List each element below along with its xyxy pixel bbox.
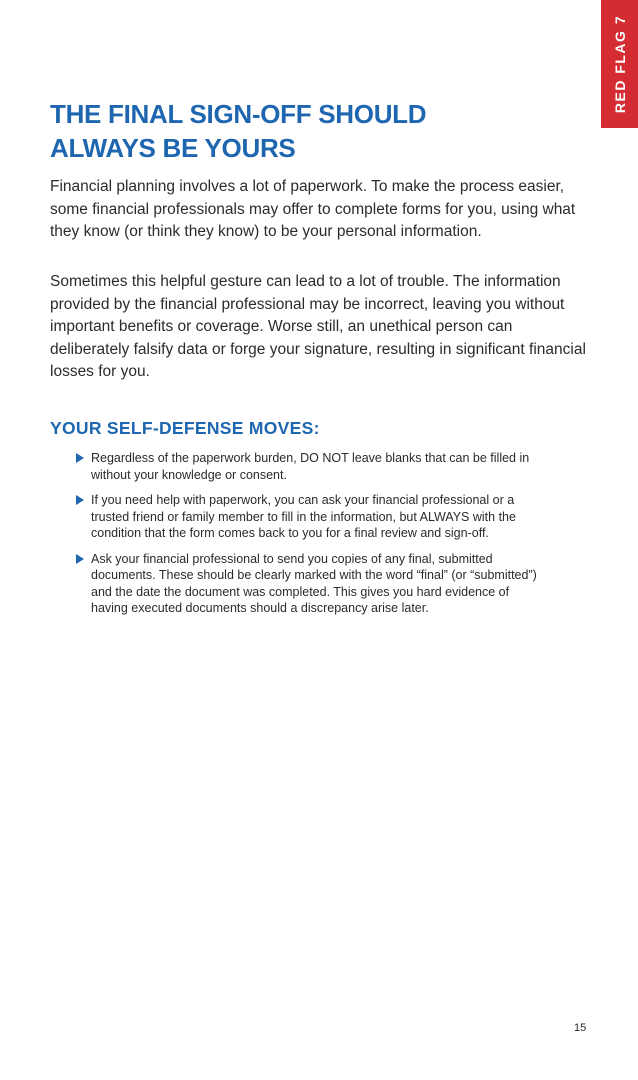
- list-item: [76, 450, 546, 483]
- self-defense-heading: YOUR SELF-DEFENSE MOVES:: [50, 418, 320, 438]
- list-item: [76, 551, 546, 617]
- red-flag-tab: [601, 0, 638, 128]
- page-title: THE FINAL SIGN-OFF SHOULD ALWAYS BE YOURS: [50, 99, 427, 163]
- list-item-text: If you need help with paperwork, you can ask your financial professional or a trusted friend or family member to fill in the information, but ALWAYS with the condition that the form comes back to you for a final review and sign-off.: [91, 493, 516, 540]
- intro-paragraph: Financial planning involves a lot of paperwork. To make the process easier, some financial professionals may offer to complete forms for you, using what they know (or think they know) to be your personal information.: [50, 178, 576, 240]
- red-flag-label: RED FLAG 7: [611, 14, 628, 114]
- list-item-text: Regardless of the paperwork burden, DO NOT leave blanks that can be filled in without your knowledge or consent.: [91, 451, 530, 482]
- list-item: [76, 492, 546, 542]
- page-number: 15: [574, 1022, 587, 1034]
- triangle-bullet-icon: [76, 554, 84, 564]
- triangle-bullet-icon: [76, 453, 84, 463]
- list-item-text: Ask your financial professional to send you copies of any final, submitted documents. These should be clearly marked with the word “final” (or “submitted”) and the date the document was completed. This gives you hard evidence of having executed documents should a discrepancy arise later.: [91, 551, 537, 615]
- self-defense-list: [76, 450, 546, 617]
- triangle-bullet-icon: [76, 495, 84, 505]
- warning-paragraph: Sometimes this helpful gesture can lead to a lot of trouble. The information provided by the financial professional may be incorrect, leaving you without important benefits or coverage. Worse still, an unethical person can deliberately falsify data or forge your signature, resulting in significant financial losses for you.: [50, 273, 586, 380]
